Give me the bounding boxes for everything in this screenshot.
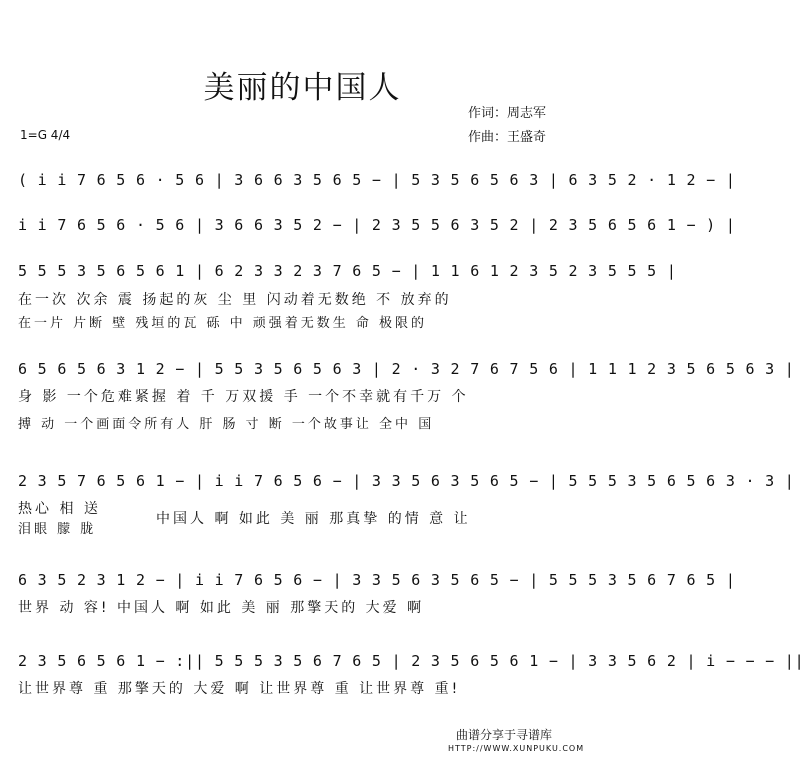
lyric-line-2: 泪眼 朦 胧 <box>18 522 97 537</box>
score-notes: ( i i 7 6 5 6 · 5 6 | 3 6 6 3 5 6 5 − | 5 3 5 6 5 6 3 | 6 3 5 2 · 1 2 − | <box>18 171 736 189</box>
site-url: HTTP://WWW.XUNPUKU.COM <box>448 744 585 753</box>
lyric-line-1: 世界 动 容! 中国人 啊 如此 美 丽 那擎天的 大爱 啊 <box>18 600 425 616</box>
score-system-1 <box>18 167 736 195</box>
score-system-3 <box>18 258 677 331</box>
score-notes: 5 5 5 3 5 6 5 6 1 | 6 2 3 3 2 3 7 6 5 − | 1 1 6 1 2 3 5 2 3 5 5 5 | <box>18 262 677 280</box>
score-system-6 <box>18 567 736 616</box>
lyric-line-2: 搏 动 一个画面令所有人 肝 肠 寸 断 一个故事让 全中 国 <box>18 417 435 432</box>
score-notes: 2 3 5 7 6 5 6 1 − | i i 7 6 5 6 − | 3 3 5 6 3 5 6 5 − | 5 5 5 3 5 6 5 6 3 · 3 | <box>18 472 795 490</box>
page-title: 美丽的中国人 <box>203 70 402 106</box>
lyric-line-2: 在一片 片断 壁 残垣的瓦 砾 中 顽强着无数生 命 极限的 <box>18 316 428 331</box>
score-system-4 <box>18 356 795 432</box>
composer-credit: 作曲：王盛奇 <box>468 130 547 145</box>
score-system-5 <box>18 468 795 537</box>
score-notes: i i 7 6 5 6 · 5 6 | 3 6 6 3 5 2 − | 2 3 5 5 6 3 5 2 | 2 3 5 6 5 6 1 − ) | <box>18 216 736 234</box>
score-notes: 2 3 5 6 5 6 1 − :|| 5 5 5 3 5 6 7 6 5 | 2 3 5 6 5 6 1 − | 3 3 5 6 2 | i − − − || <box>18 652 804 670</box>
score-system-2 <box>18 212 736 240</box>
score-notes: 6 3 5 2 3 1 2 − | i i 7 6 5 6 − | 3 3 5 6 3 5 6 5 − | 5 5 5 3 5 6 7 6 5 | <box>18 571 736 589</box>
lyric-line-1: 在一次 次余 震 扬起的灰 尘 里 闪动着无数绝 不 放弃的 <box>18 292 452 308</box>
site-watermark: 曲谱分享于寻谱库 <box>456 728 553 742</box>
score-system-7 <box>18 648 804 697</box>
lyric-line-1: 身 影 一个危难紧握 着 千 万双援 手 一个不幸就有千万 个 <box>18 389 469 405</box>
lyric-line-1: 热心 相 送 <box>18 501 101 517</box>
lyric-line-1: 让世界尊 重 那擎天的 大爱 啊 让世界尊 重 让世界尊 重! <box>18 681 461 697</box>
key-signature: 1=G 4/4 <box>20 128 71 142</box>
lyricist-credit: 作词：周志军 <box>468 106 547 121</box>
lyric-line-right: 中国人 啊 如此 美 丽 那真挚 的情 意 让 <box>156 511 471 527</box>
score-notes: 6 5 6 5 6 3 1 2 − | 5 5 3 5 6 5 6 3 | 2 · 3 2 7 6 7 5 6 | 1 1 1 2 3 5 6 5 6 3 | <box>18 360 795 378</box>
